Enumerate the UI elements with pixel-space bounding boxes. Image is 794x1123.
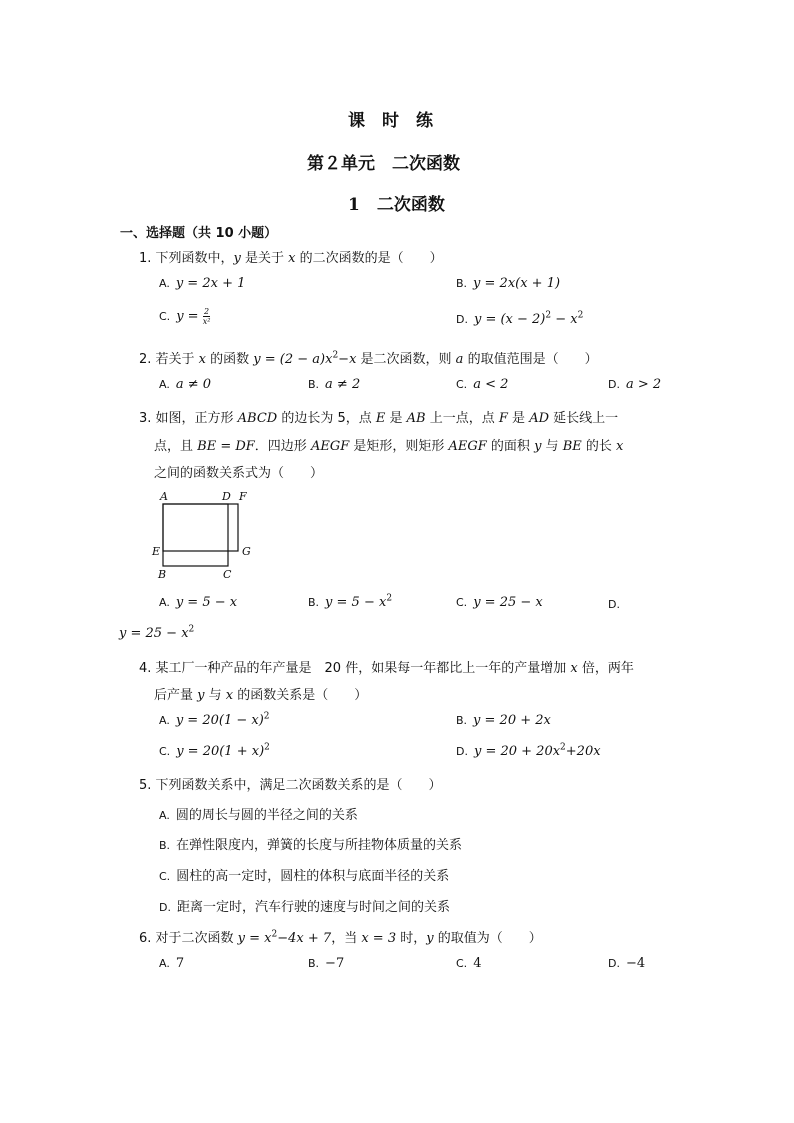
q2-func-b: −x — [338, 352, 357, 367]
option-expr: y = 2x(x + 1) — [473, 276, 561, 291]
q6-text: 6. 对于二次函数 — [139, 931, 238, 946]
option-expr-b: +20x — [565, 744, 601, 759]
q1-option-c[interactable] — [159, 307, 210, 326]
option-label: A. — [159, 378, 170, 391]
point-label-a: A — [160, 490, 168, 503]
option-expr: y = 25 − x — [119, 626, 189, 641]
option-text: 圆柱的高一定时，圆柱的体积与底面半径的关系 — [176, 869, 450, 884]
q3-text: 的长 — [581, 439, 616, 454]
q1-option-a[interactable] — [159, 276, 245, 291]
q4-option-d[interactable] — [456, 744, 601, 759]
option-expr: y = (x − 2) — [473, 312, 546, 327]
option-label: C. — [159, 310, 171, 323]
fraction-numerator: 2 — [204, 307, 210, 316]
q3-option-a[interactable] — [159, 595, 237, 610]
section-heading: 一、选择题（共 10 小题） — [120, 226, 278, 241]
q4-option-c[interactable] — [159, 744, 270, 759]
q2-func: y = (2 − a)x — [253, 352, 333, 367]
q6-math: x = 3 — [361, 931, 397, 946]
q1-option-d[interactable] — [456, 312, 583, 327]
q2-var-x: x — [198, 352, 207, 367]
q3-math: E — [375, 411, 386, 426]
superscript: 2 — [271, 929, 278, 940]
option-label: D. — [456, 313, 468, 326]
option-expr: y = 2x + 1 — [175, 276, 246, 291]
option-expr: y = 20 + 20x — [473, 744, 561, 759]
option-label: C. — [456, 596, 468, 609]
superscript: 2 — [332, 350, 339, 361]
unit-title: 第２单元 二次函数 — [307, 154, 460, 174]
point-label-b: B — [158, 568, 167, 581]
q2-text-d: 的取值范围是（ ） — [463, 352, 598, 367]
option-text: 距离一定时，汽车行驶的速度与时间之间的关系 — [176, 900, 450, 915]
option-label: B. — [308, 957, 320, 970]
q3-text: 点，且 — [154, 439, 198, 454]
option-label: C. — [456, 957, 468, 970]
q2-option-d[interactable] — [608, 377, 661, 392]
question-4-line-2 — [154, 684, 367, 703]
q3-option-b[interactable] — [308, 595, 392, 610]
q1-text-b: 是关于 — [240, 251, 289, 266]
q6-option-b[interactable] — [308, 956, 344, 971]
option-label: A. — [159, 277, 170, 290]
q3-text: ．四边形 — [254, 439, 311, 454]
superscript: 2 — [577, 310, 584, 321]
question-3-line-3: 之间的函数关系式为（ ） — [154, 466, 324, 481]
q4-text: 4. 某工厂一种产品的年产量是 20 件，如果每一年都比上一年的产量增加 — [139, 661, 571, 676]
q3-geometry-figure — [150, 487, 260, 582]
option-label: D. — [608, 378, 620, 391]
option-expr: 7 — [175, 956, 185, 971]
q4-text: 的函数关系是（ ） — [233, 688, 368, 703]
q3-math: AEGF — [310, 439, 350, 454]
q4-math: x — [225, 688, 234, 703]
point-label-c: C — [223, 568, 232, 581]
q6-func-b: −4x + 7 — [277, 931, 332, 946]
q3-text: 3. 如图，正方形 — [139, 411, 238, 426]
option-expr-b: − x — [551, 312, 578, 327]
question-3-line-2 — [154, 435, 623, 454]
q3-text: 上一点，点 — [425, 411, 499, 426]
option-expr: a < 2 — [473, 377, 509, 392]
option-label: B. — [308, 596, 320, 609]
option-expr: a ≠ 0 — [175, 377, 212, 392]
lesson-title: 1 二次函数 — [348, 195, 445, 215]
option-expr: y = 5 − x — [325, 595, 387, 610]
q4-text: 与 — [204, 688, 226, 703]
option-text: 圆的周长与圆的半径之间的关系 — [175, 808, 358, 823]
superscript: 2 — [545, 310, 552, 321]
option-expr: 4 — [473, 956, 482, 971]
question-3-line-1 — [139, 407, 618, 426]
q3-text: 延长线上一 — [549, 411, 619, 426]
q6-func: y = x — [237, 931, 272, 946]
option-label: A. — [159, 596, 170, 609]
option-expr: y = 25 − x — [473, 595, 543, 610]
q2-text-b: 的函数 — [206, 352, 254, 367]
option-label: D. — [608, 957, 620, 970]
q3-math: AD — [529, 411, 549, 426]
q4-option-a[interactable] — [159, 713, 270, 728]
option-expr: −4 — [625, 956, 646, 971]
q3-math: AB — [406, 411, 426, 426]
superscript: 2 — [386, 593, 393, 604]
option-text: 在弹性限度内，弹簧的长度与所挂物体质量的关系 — [176, 838, 463, 853]
superscript: 2 — [263, 711, 270, 722]
q4-math: y — [197, 688, 205, 703]
q4-math: x — [570, 661, 578, 676]
option-label: C. — [159, 745, 171, 758]
q3-text: 与 — [541, 439, 563, 454]
option-label: A. — [159, 714, 170, 727]
superscript: 2 — [188, 624, 195, 635]
q5-option-c[interactable] — [159, 865, 449, 884]
q3-math: x — [616, 439, 624, 454]
option-label: A. — [159, 957, 170, 970]
superscript: 2 — [560, 742, 566, 753]
q1-text: 1. 下列函数中， — [139, 251, 234, 266]
q3-text: 是 — [385, 411, 407, 426]
q3-option-d-expr[interactable] — [119, 626, 194, 641]
q3-text: 是 — [507, 411, 530, 426]
option-label: B. — [308, 378, 320, 391]
q5-option-d[interactable] — [159, 896, 450, 915]
superscript: 2 — [264, 742, 270, 753]
q1-text-c: 的二次函数的是（ ） — [295, 251, 443, 266]
q3-math: BE = DF — [197, 439, 255, 454]
q1-var-x: x — [288, 251, 296, 266]
option-expr: y = 20(1 + x) — [176, 744, 265, 759]
q3-math: y — [534, 439, 542, 454]
q5-option-a[interactable] — [159, 804, 358, 823]
q3-math: ABCD — [237, 411, 278, 426]
q6-option-a[interactable] — [159, 956, 184, 971]
q2-option-b[interactable] — [308, 377, 360, 392]
option-expr: y = 20 + 2x — [473, 713, 551, 728]
q3-math: F — [498, 411, 508, 426]
q6-text: ，当 — [331, 931, 362, 946]
question-6-stem — [139, 927, 542, 946]
option-expr: −7 — [325, 956, 345, 971]
option-label: C. — [456, 378, 468, 391]
q5-option-b[interactable] — [159, 834, 462, 853]
point-label-f: F — [239, 490, 247, 503]
q1-var-y: y — [233, 251, 241, 266]
option-expr: y = 5 − x — [175, 595, 238, 610]
q3-text: 的边长为 5，点 — [277, 411, 376, 426]
q2-text: 2. 若关于 — [139, 352, 199, 367]
option-label: D. — [608, 598, 620, 611]
question-4-line-1 — [139, 657, 634, 676]
option-label: B. — [456, 277, 468, 290]
option-expr: y = — [176, 309, 199, 324]
q2-text-c: 是二次函数，则 — [356, 352, 456, 367]
q4-text: 倍，两年 — [577, 661, 634, 676]
q6-option-c[interactable] — [456, 956, 481, 971]
q6-option-d[interactable] — [608, 956, 645, 971]
rectangle-aegf — [163, 504, 238, 551]
q6-math: y — [426, 931, 434, 946]
option-label: A. — [159, 809, 170, 822]
point-label-e: E — [152, 545, 161, 558]
option-label: C. — [159, 870, 171, 883]
q4-option-b[interactable] — [456, 713, 551, 728]
option-label: D. — [456, 745, 468, 758]
option-expr: y = 20(1 − x) — [175, 713, 264, 728]
q3-option-c[interactable] — [456, 595, 543, 610]
fraction-denominator: x² — [202, 317, 211, 326]
q6-text: 的取值为（ ） — [433, 931, 542, 946]
q1-option-b[interactable] — [456, 276, 560, 291]
q3-option-d-label[interactable] — [608, 597, 626, 612]
square-abcd — [163, 504, 228, 566]
option-expr: a > 2 — [625, 377, 662, 392]
question-5-stem: 5. 下列函数关系中，满足二次函数关系的是（ ） — [139, 778, 442, 793]
q3-math: AEGF — [448, 439, 487, 454]
question-1-stem — [139, 247, 443, 266]
q2-option-c[interactable] — [456, 377, 508, 392]
page-title: 课 时 练 — [348, 111, 433, 131]
q3-math: BE — [562, 439, 582, 454]
option-label: D. — [159, 901, 171, 914]
option-label: B. — [456, 714, 468, 727]
point-label-d: D — [222, 490, 231, 503]
q4-text: 后产量 — [154, 688, 198, 703]
option-expr: a ≠ 2 — [325, 377, 361, 392]
point-label-g: G — [242, 545, 251, 558]
q3-text: 是矩形，则矩形 — [349, 439, 449, 454]
q3-text: 的面积 — [486, 439, 535, 454]
q2-option-a[interactable] — [159, 377, 211, 392]
option-label: B. — [159, 839, 171, 852]
q6-text: 时， — [396, 931, 427, 946]
fraction — [203, 307, 211, 326]
question-2-stem — [139, 348, 598, 367]
q2-var-a: a — [455, 352, 464, 367]
